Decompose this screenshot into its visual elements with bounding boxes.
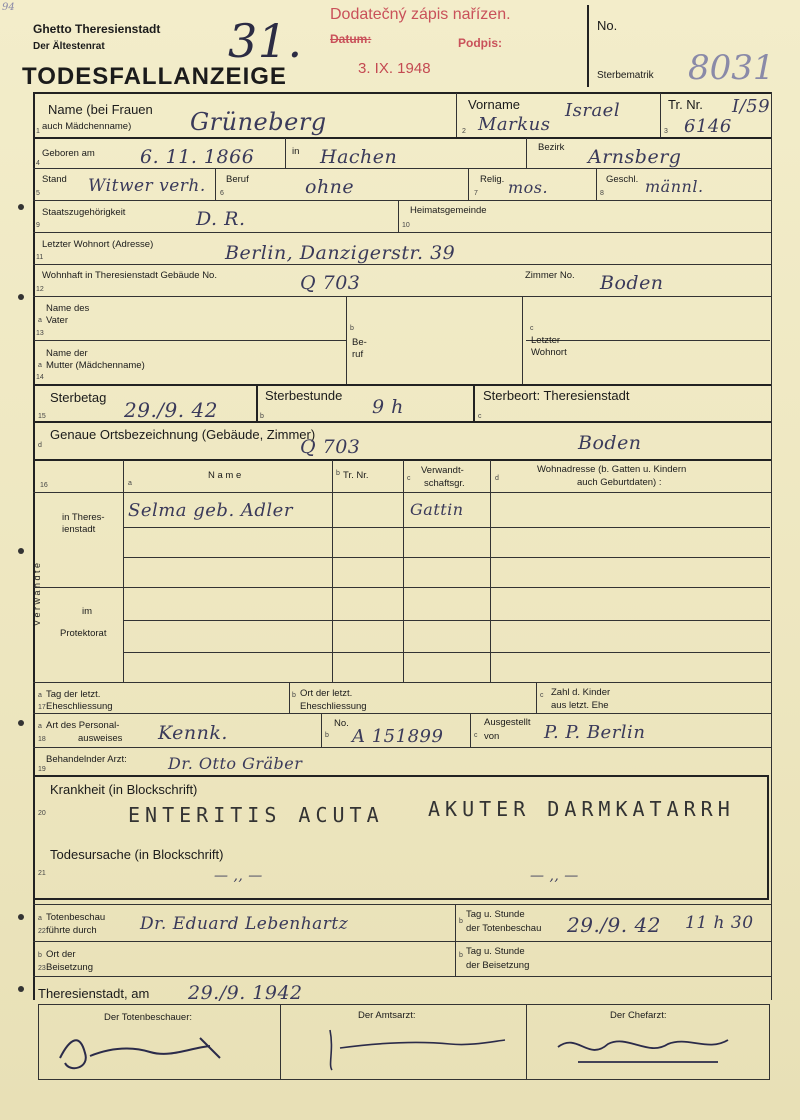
value-relig: mos.	[508, 178, 549, 197]
stamp-datum: Datum:	[330, 32, 372, 46]
label-ausgestellt-1: Ausgestellt	[484, 717, 531, 728]
label-stand: Stand	[42, 174, 67, 185]
col-name: N a m e	[208, 470, 242, 481]
label-beruf: Beruf	[226, 174, 249, 185]
field-num-23: 23	[38, 965, 46, 972]
col-wohn-1: Wohnadresse (b. Gatten u. Kindern	[537, 464, 687, 475]
field-num-c: c	[540, 692, 544, 699]
label-ort-bei-1: Ort der	[46, 949, 76, 960]
divider	[473, 385, 475, 421]
value-tag-toten: 29./9. 42	[567, 913, 661, 937]
signature-totenbeschauer	[50, 1018, 250, 1078]
field-num-b: b	[325, 732, 329, 739]
value-stunde-toten: 11 h 30	[685, 913, 754, 933]
no-label: No.	[597, 18, 618, 33]
row-line	[33, 168, 771, 169]
field-num-c: c	[474, 732, 478, 739]
punch-hole	[18, 548, 24, 554]
label-wohnort: Letzter Wohnort (Adresse)	[42, 239, 154, 250]
field-num-6: 6	[220, 190, 224, 197]
field-num-b: b	[350, 325, 354, 332]
stamp-supplementary: Dodatečný zápis nařízen.	[330, 6, 511, 23]
label-tag-toten-1: Tag u. Stunde	[466, 909, 525, 920]
field-num-9: 9	[36, 222, 40, 229]
divider	[660, 93, 661, 137]
label-letzter-2: Wohnort	[531, 347, 567, 358]
value-ausweis-no: A 151899	[352, 726, 444, 747]
row-line	[33, 747, 771, 748]
value-vorname-2: Markus	[478, 114, 551, 135]
label-mutter-2: Mutter (Mädchenname)	[46, 360, 145, 371]
row-line	[33, 976, 771, 977]
label-sig-chef: Der Chefarzt:	[610, 1010, 667, 1021]
big-number: 31.	[228, 14, 303, 68]
divider	[596, 169, 597, 200]
label-vorname: Vorname	[468, 97, 521, 112]
value-verw-grad: Gattin	[410, 500, 464, 519]
value-zimmer: Boden	[600, 272, 664, 294]
label-kinder-1: Zahl d. Kinder	[551, 687, 611, 698]
label-sterbeort: Sterbeort: Theresienstadt	[483, 388, 630, 403]
divider	[403, 460, 404, 682]
label-tag-bei-1: Tag u. Stunde	[466, 946, 525, 957]
label-wohnhaft: Wohnhaft in Theresienstadt Gebäude No.	[42, 270, 217, 281]
field-num-8: 8	[600, 190, 604, 197]
label-totenbeschau-2: führte durch	[46, 925, 97, 936]
label-tag-ehe-2: Eheschliessung	[46, 701, 113, 712]
label-ausweis-1: Art des Personal-	[46, 720, 120, 731]
row-line	[123, 557, 770, 558]
label-staats: Staatszugehörigkeit	[42, 207, 126, 218]
divider	[256, 385, 258, 421]
value-sterbetag: 29./9. 42	[124, 398, 218, 422]
divider	[123, 460, 124, 682]
row-line	[123, 620, 770, 621]
label-no: No.	[334, 718, 349, 729]
divider	[289, 683, 290, 713]
label-tag-ehe-1: Tag der letzt.	[46, 689, 101, 700]
row-line	[34, 587, 770, 588]
label-trnr: Tr. Nr.	[668, 97, 703, 112]
field-num-19: 19	[38, 766, 46, 773]
divider	[215, 169, 216, 200]
death-notice-form: Ghetto Theresienstadt Der Ältestenrat TODESFALLANZEIGE 31. 94 Dodatečný zápis nařízen. Datum: Podpis: 3. IX. 1948 No. Sterbematrik 8031 Name (bei Frauen auch Mädchenname) 1 Grüneberg Vorname 2 Israel Markus Tr. Nr. 3 I/59 6146 Geboren am 4 6. 11. 1866 in Hachen Bezirk Arnsberg Stand 5 Witwer verh. Beruf 6 ohne Relig. 7 mos. Geschl. 8 männl. Staatszugehörigkeit 9 D. R. Heimatsgemeinde 10 Letzter Wohnort (Adresse) 11 Berlin, Danzigerstr. 39 Wohnhaft in Theresienstadt Gebäude No. 12 Q 703 Zimmer No. Boden Name des a Vater 13 Name der a Mutter (Mädchenname) 14 b Be- ruf c Letzter Wohnort Sterbetag 15 29./9. 42 Sterbestunde b 9 h Sterbeort: Theresienstadt c Genaue Ortsbezeichnung (Gebäude, Zimmer) d Q 703 Boden 16 a N a m e b Tr. Nr. c Verwandt- schaftsgr. d Wohnadresse (b. Gatten u. Kindern auch Geburtdaten) : V e r w a n d t e in Theres- ienstadt Selma geb. Adler Gattin im Protektorat a Tag der letzt. 17 Eheschliessung b Ort der letzt. Eheschliessung c Zahl d. Kinder aus letzt. Ehe a Art des Personal- 18 ausweises Kennk. b No. A 151899 c Ausgestellt von P. P. Berlin Behandelnder Arzt: 19 Dr. Otto Gräber Krankheit (in Blockschrift) 20 ENTERITIS ACUTA AKUTER DARMKATARRH Todesursache (in Blockschrift) 21 — ,, — — ,, — a Totenbeschau 22 führte durch Dr. Eduard Lebenhartz b Tag u. Stunde der Totenbeschau 29./9. 42 11 h 30 b Ort der 23 Beisetzung b Tag u. Stunde der Beisetzung Theresienstadt, am 29./9. 1942 Der Totenbeschauer: Der Amtsarzt: Der Chefarzt:	[0, 0, 800, 1120]
label-tag-bei-2: der Beisetzung	[466, 960, 530, 971]
row-line	[33, 682, 771, 683]
value-krankheit-1: ENTERITIS ACUTA	[128, 803, 384, 827]
field-num-15: 15	[38, 413, 46, 420]
label-letzter-1: Letzter	[531, 335, 561, 346]
field-num-c: c	[407, 475, 411, 482]
label-ort-ehe-2: Eheschliessung	[300, 701, 367, 712]
value-trnr-2: 6146	[684, 116, 732, 137]
field-num-d: d	[38, 442, 42, 449]
sterbematrik-label: Sterbematrik	[597, 70, 654, 81]
value-sterbestunde: 9 h	[372, 396, 404, 418]
value-name: Grüneberg	[190, 108, 327, 136]
stamp-podpis: Podpis:	[458, 36, 502, 50]
label-geschl: Geschl.	[606, 174, 639, 185]
punch-hole	[18, 986, 24, 992]
form-title: TODESFALLANZEIGE	[22, 63, 287, 90]
label-ortsbez: Genaue Ortsbezeichnung (Gebäude, Zimmer)	[50, 427, 316, 442]
punch-hole	[18, 294, 24, 300]
label-vater-2: Vater	[46, 315, 69, 326]
value-wohnort: Berlin, Danzigerstr. 39	[225, 242, 456, 264]
label-arzt: Behandelnder Arzt:	[46, 754, 127, 765]
row-line	[33, 296, 771, 297]
value-arzt: Dr. Otto Gräber	[168, 754, 303, 773]
field-num-20: 20	[38, 810, 46, 817]
value-ditto-1: — ,, —	[214, 868, 263, 884]
punch-hole	[18, 204, 24, 210]
inner-line	[526, 340, 770, 341]
field-num-d: d	[495, 475, 499, 482]
no-box-left	[587, 5, 589, 87]
row-line	[123, 527, 770, 528]
field-num-c: c	[530, 325, 534, 332]
label-todesursache: Todesursache (in Blockschrift)	[50, 847, 224, 862]
field-num-13: 13	[36, 330, 44, 337]
value-bezirk: Arnsberg	[588, 146, 682, 168]
row-line	[33, 713, 771, 714]
label-sig-toten: Der Totenbeschauer:	[104, 1012, 193, 1023]
divider	[470, 714, 471, 747]
label-im: im	[82, 606, 93, 617]
row-line	[33, 421, 771, 423]
org-subtitle: Der Ältestenrat	[33, 41, 105, 52]
signature-amtsarzt	[320, 1020, 520, 1076]
value-krankheit-2: AKUTER DARMKATARRH	[428, 797, 735, 821]
label-name-2: auch Mädchenname)	[42, 121, 132, 132]
row-line	[33, 459, 771, 461]
inner-line	[34, 340, 346, 341]
row-line	[33, 232, 771, 233]
field-num-14: 14	[36, 374, 44, 381]
field-num-3: 3	[664, 128, 668, 135]
row-line	[33, 384, 771, 386]
col-verw-2: schaftsgr.	[424, 478, 465, 489]
row-line	[33, 200, 771, 201]
field-num-b: b	[38, 952, 42, 959]
divider	[332, 460, 333, 682]
value-ausweis: Kennk.	[158, 722, 228, 744]
value-in: Hachen	[320, 146, 398, 168]
field-num-4: 4	[36, 160, 40, 167]
punch-hole	[18, 720, 24, 726]
label-relig: Relig.	[480, 174, 505, 185]
divider	[536, 683, 537, 713]
field-num-b: b	[260, 413, 264, 420]
label-protektorat: Protektorat	[60, 628, 107, 639]
label-in: in	[292, 146, 300, 157]
field-num-22: 22	[38, 928, 46, 935]
label-sterbestunde: Sterbestunde	[265, 388, 343, 403]
value-ditto-2: — ,, —	[530, 868, 579, 884]
value-beruf: ohne	[305, 176, 355, 198]
label-ort-bei-2: Beisetzung	[46, 962, 94, 973]
divider	[280, 1004, 281, 1080]
field-num-a: a	[128, 480, 132, 487]
value-geschl: männl.	[645, 177, 704, 196]
divider	[346, 297, 347, 384]
value-totenbeschau: Dr. Eduard Lebenhartz	[140, 914, 349, 934]
label-bezirk: Bezirk	[538, 142, 565, 153]
label-mutter-1: Name der	[46, 348, 88, 359]
row-line	[33, 264, 771, 265]
label-ausgestellt-2: von	[484, 731, 500, 742]
label-name: Name (bei Frauen	[48, 102, 153, 117]
field-num-11: 11	[36, 254, 44, 261]
field-num-a: a	[38, 317, 42, 324]
col-wohn-2: auch Geburtdaten) :	[577, 477, 662, 488]
label-zimmer: Zimmer No.	[525, 270, 575, 281]
signature-chefarzt	[548, 1022, 748, 1074]
field-num-17: 17	[38, 704, 46, 711]
field-num-2: 2	[462, 128, 466, 135]
field-num-b: b	[459, 918, 463, 925]
field-num-b: b	[336, 470, 340, 477]
field-num-a: a	[38, 692, 42, 699]
label-in-theresienstadt-1: in Theres-	[62, 512, 105, 523]
label-beruf-ruf: ruf	[352, 349, 364, 360]
field-num-b: b	[459, 952, 463, 959]
field-num-10: 10	[402, 222, 410, 229]
row-line	[33, 941, 771, 942]
row-line	[123, 652, 770, 653]
field-num-5: 5	[36, 190, 40, 197]
label-ort-ehe-1: Ort der letzt.	[300, 688, 353, 699]
field-num-18: 18	[38, 736, 46, 743]
divider	[321, 714, 322, 747]
field-num-a: a	[38, 362, 42, 369]
label-krankheit: Krankheit (in Blockschrift)	[50, 782, 198, 797]
field-num-c: c	[478, 413, 482, 420]
row-line	[33, 904, 771, 905]
label-sterbetag: Sterbetag	[50, 390, 107, 405]
value-ortsbez: Q 703	[300, 436, 361, 458]
label-vater-1: Name des	[46, 303, 90, 314]
divider	[526, 138, 527, 168]
label-sig-amt: Der Amtsarzt:	[358, 1010, 416, 1021]
divider	[285, 138, 286, 168]
divider	[526, 1004, 527, 1080]
divider	[468, 169, 469, 200]
field-num-1: 1	[36, 128, 40, 135]
label-theresienstadt-am: Theresienstadt, am	[38, 986, 150, 1001]
punch-hole	[18, 914, 24, 920]
row-line	[33, 492, 771, 493]
field-num-a: a	[38, 915, 42, 922]
value-trnr-1: I/59	[732, 96, 771, 117]
field-num-12: 12	[36, 286, 44, 293]
field-num-7: 7	[474, 190, 478, 197]
value-staats: D. R.	[196, 208, 246, 230]
value-geboren: 6. 11. 1866	[140, 146, 255, 168]
field-num-21: 21	[38, 870, 46, 877]
field-num-a: a	[38, 723, 42, 730]
org-name: Ghetto Theresienstadt	[33, 22, 161, 36]
label-in-theresienstadt-2: ienstadt	[62, 524, 96, 535]
value-vorname-1: Israel	[565, 100, 621, 121]
divider	[522, 297, 523, 384]
label-geboren: Geboren am	[42, 148, 95, 159]
value-verw-name: Selma geb. Adler	[128, 500, 293, 521]
field-num-16: 16	[40, 482, 48, 489]
label-kinder-2: aus letzt. Ehe	[551, 700, 609, 711]
row-line	[33, 137, 771, 139]
label-beruf-be: Be-	[352, 337, 367, 348]
corner-mark: 94	[2, 2, 15, 13]
value-am-datum: 29./9. 1942	[188, 982, 303, 1004]
col-verw-1: Verwandt-	[421, 465, 464, 476]
sterbematrik-value: 8031	[688, 48, 775, 88]
divider	[490, 460, 491, 682]
label-ausweis-2: ausweises	[78, 733, 123, 744]
col-trnr: Tr. Nr.	[343, 470, 369, 481]
label-tag-toten-2: der Totenbeschau	[466, 923, 542, 934]
value-ortsbez-zimmer: Boden	[578, 432, 642, 454]
label-totenbeschau-1: Totenbeschau	[46, 912, 106, 923]
field-num-b: b	[292, 692, 296, 699]
value-stand: Witwer verh.	[88, 176, 206, 196]
label-heimat: Heimatsgemeinde	[410, 205, 487, 216]
divider	[398, 201, 399, 232]
stamp-date: 3. IX. 1948	[358, 60, 431, 77]
value-ausgestellt: P. P. Berlin	[544, 722, 646, 743]
value-gebaeude: Q 703	[300, 272, 361, 294]
divider	[456, 93, 457, 137]
